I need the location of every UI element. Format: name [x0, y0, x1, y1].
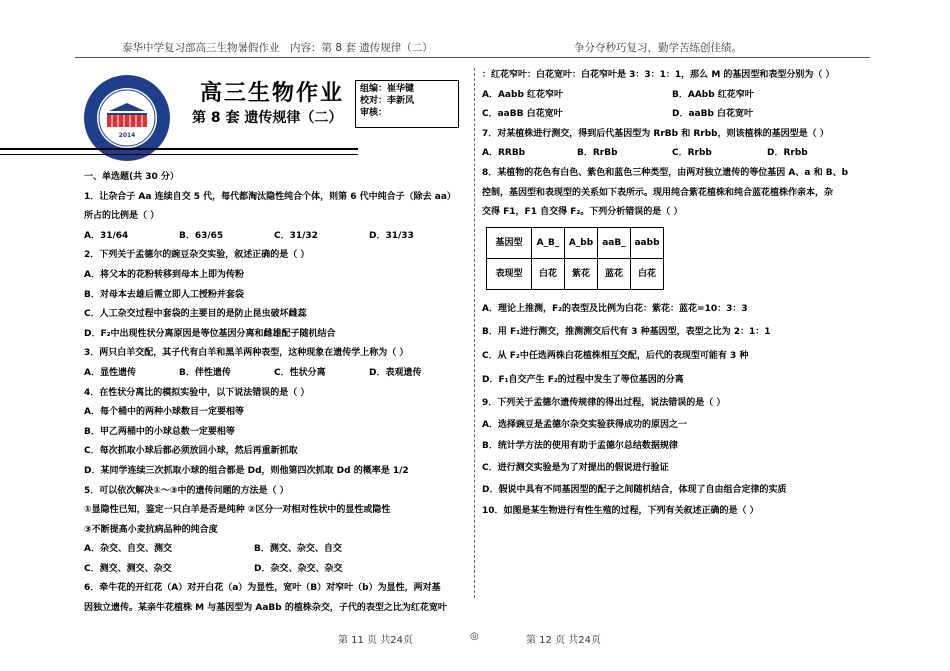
question-1-cont: 所占的比例是（ ） [84, 211, 160, 222]
option: C．测交、测交、杂交 [84, 563, 172, 574]
staff-check: 校对：李新风 [360, 96, 415, 106]
logo-year: 2014 [118, 132, 136, 139]
option: D．表观遗传 [369, 367, 422, 378]
question-6-cont: 因独立遗传。某亲牛花植株 M 与基因型为 AaBb 的植株杂交，子代的表型之比为红花宽叶 [84, 603, 447, 614]
question-1-options [84, 227, 464, 247]
table-cell: 基因型 [487, 227, 532, 258]
table-cell: aabb [631, 227, 664, 258]
option: A．RRBb [482, 148, 526, 159]
question-9: 9．下列关于孟德尔遗传规律的得出过程，说法错误的是（ ） [482, 398, 726, 409]
option: A．理论上推测，F₂的表型及比例为白花：紫花：蓝花=10：3：3 [482, 303, 748, 314]
table-cell: A_bb [565, 227, 598, 258]
table-cell: aaB_ [598, 227, 631, 258]
option: A．31/64 [84, 230, 129, 241]
header-left: 泰华中学复习部高三生物暑假作业 [122, 42, 280, 54]
right-column [482, 66, 872, 522]
option: B．统计学方法的使用有助于孟德尔总结数据规律 [482, 441, 678, 452]
header-mid: 内容：第 8 套 遗传规律（二） [290, 42, 433, 54]
option: C．每次抓取小球后都必须放回小球，然后再重新抓取 [84, 446, 298, 457]
question-5-options-row1 [84, 540, 464, 560]
question-5-options-row2 [84, 560, 464, 580]
title-rule [0, 148, 358, 155]
question-5-items: ①显隐性已知，鉴定一只白羊是否是纯种 ②区分一对相对性状中的显性或隐性 [84, 505, 391, 516]
option: D．F₁自交产生 F₂的过程中发生了等位基因的分离 [482, 374, 684, 385]
option: B．RrBb [577, 148, 618, 159]
option: C．性状分离 [274, 367, 326, 378]
question-7-options [482, 144, 872, 164]
option: D．杂交、杂交、杂交 [254, 563, 343, 574]
section-heading: 一、单选题(共 30 分） [84, 172, 179, 182]
table-row [487, 227, 664, 258]
question-10: 10．如图是某生物进行有性生殖的过程，下列有关叙述正确的是（ ） [482, 506, 759, 517]
option: A．显性遗传 [84, 367, 136, 378]
page-subtitle: 第 8 套 遗传规律（二） [192, 110, 343, 126]
option: A．将父本的花粉转移到母本上即为传粉 [84, 269, 244, 280]
question-5: 5．可以依次解决①～③中的遗传问题的方法是（ ） [84, 485, 289, 496]
option: B．用 F₁进行测交，推测测交后代有 3 种基因型，表型之比为 2：1：1 [482, 327, 771, 338]
header-right: 争分夺秒巧复习，勤学苦练创佳绩。 [574, 42, 742, 54]
question-1: 1．让杂合子 Aa 连续自交 5 代，每代都淘汰隐性纯合个体，则第 6 代中纯合子（除去 aa） [84, 191, 456, 202]
question-7: 7．对某植株进行测交，得到后代基因型为 RrBb 和 Rrbb，则该植株的基因型是（ ） [482, 128, 829, 139]
option: A．选择豌豆是孟德尔杂交实验获得成功的原因之一 [482, 419, 687, 430]
question-6-options-row2 [482, 105, 872, 125]
page-title: 高三生物作业 [200, 81, 345, 106]
option: B．伴性遗传 [179, 367, 231, 378]
option: B．甲乙两桶中的小球总数一定要相等 [84, 426, 235, 437]
option: D．假说中具有不同基因型的配子之间随机结合，体现了自由组合定律的实质 [482, 484, 787, 495]
option: B．AAbb 红花窄叶 [672, 89, 754, 100]
staff-group: 组编：崔华键 [360, 84, 415, 94]
question-6-cont2: ：红花窄叶：白花宽叶：白花窄叶是 3：3：1：1，那么 M 的基因型和表型分别为（ ） [482, 70, 835, 80]
question-5-items-cont: ③不断提高小麦抗病品种的纯合度 [84, 524, 218, 535]
question-2: 2．下列关于孟德尔的豌豆杂交实验，叙述正确的是（ ） [84, 250, 310, 261]
option: D．aaBb 白花宽叶 [672, 109, 754, 120]
footer-right-page: 第 12 页 共24页 [526, 635, 601, 646]
option: D．Rrbb [767, 148, 808, 159]
staff-review: 审核： [360, 108, 388, 118]
question-6: 6．牵牛花的开红花（A）对开白花（a）为显性，宽叶（B）对窄叶（b）为显性，两对基 [84, 583, 441, 594]
table-cell: A_B_ [532, 227, 565, 258]
question-4: 4．在性状分离比的模拟实验中，以下说法错误的是（ ） [84, 387, 310, 398]
option: C．aaBB 白花宽叶 [482, 109, 563, 120]
header-rule [75, 57, 870, 58]
option: C．Rrbb [672, 148, 712, 159]
column-divider [474, 68, 475, 598]
genotype-table [486, 227, 664, 290]
table-cell: 紫花 [565, 258, 598, 289]
option: A．每个桶中的两种小球数目一定要相等 [84, 407, 244, 418]
question-3-options [84, 364, 464, 384]
option: C．从 F₂中任选两株白花植株相互交配，后代的表现型可能有 3 种 [482, 350, 749, 361]
question-8-cont: 控制，基因型和表现型的关系如下表所示。现用纯合紫花植株和纯合蓝花植株作亲本，杂 [482, 187, 834, 198]
option: D．F₂中出现性状分离原因是等位基因分离和雌雄配子随机结合 [84, 328, 336, 339]
question-6-options-row1 [482, 86, 872, 106]
option: D．某同学连续三次抓取小球的组合都是 Dd，则他第四次抓取 Dd 的概率是 1/2 [84, 465, 409, 476]
option: B．63/65 [179, 230, 224, 241]
option: D．31/33 [369, 230, 414, 241]
option: A．杂交、自交、测交 [84, 544, 172, 555]
option: C．进行测交实验是为了对提出的假说进行验证 [482, 462, 669, 473]
option: C．人工杂交过程中套袋的主要目的是防止昆虫破坏雌蕊 [84, 309, 307, 320]
question-8: 8．某植物的花色有白色、紫色和蓝色三种类型，由两对独立遗传的等位基因 A、a 和 B、b [482, 167, 849, 178]
table-row [487, 258, 664, 289]
option: C．31/32 [274, 230, 318, 241]
table-cell: 白花 [532, 258, 565, 289]
table-cell: 白花 [631, 258, 664, 289]
footer-center-mark: ◎ [470, 631, 479, 642]
staff-box [355, 80, 459, 128]
table-cell: 表现型 [487, 258, 532, 289]
option: A．Aabb 红花窄叶 [482, 89, 564, 100]
table-cell: 蓝花 [598, 258, 631, 289]
option: B．测交、杂交、自交 [254, 544, 342, 555]
question-3: 3．两只白羊交配，其子代有白羊和黑羊两种表型，这种现象在遗传学上称为（ ） [84, 348, 409, 359]
question-8-cont2: 交得 F1，F1 自交得 F₂。下列分析错误的是（ ） [482, 207, 683, 218]
left-column [84, 168, 464, 619]
footer-left-page: 第 11 页 共24页 [338, 635, 413, 646]
option: B．对母本去雄后需立即人工授粉并套袋 [84, 289, 244, 300]
